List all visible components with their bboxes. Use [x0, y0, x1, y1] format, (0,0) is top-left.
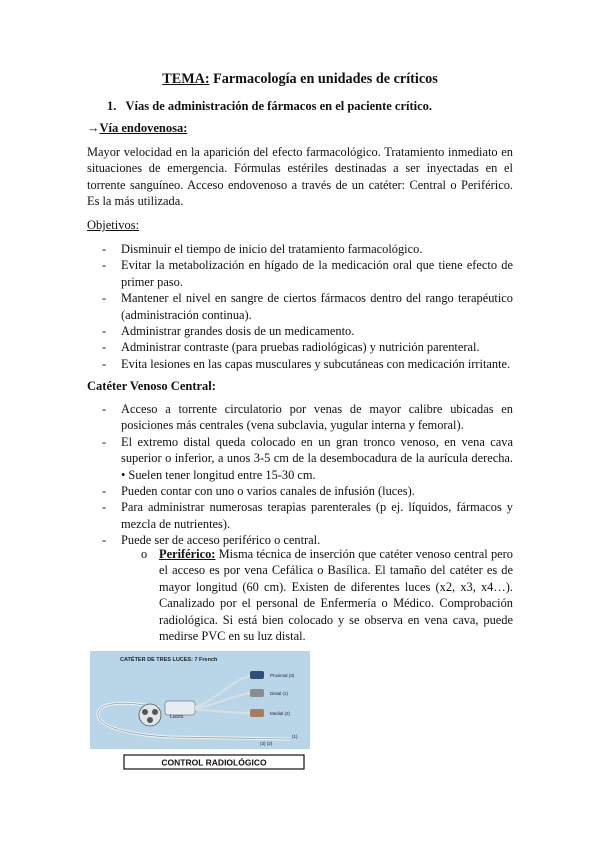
objetivos-heading: Objetivos: — [87, 218, 140, 232]
cvc-list — [87, 401, 513, 549]
catheter-figure — [90, 651, 310, 771]
list-item: - Evita lesiones en las capas musculares y subcutáneas con medicación irritante. — [102, 356, 511, 371]
figure-background — [90, 651, 310, 749]
title-prefix: TEMA: — [162, 71, 210, 87]
list-item: - Administrar grandes dosis de un medicamento. — [102, 324, 355, 339]
periferico-item — [141, 546, 513, 644]
list-item: - Administrar contraste (para pruebas radiológicas) y nutrición parenteral. — [102, 340, 480, 355]
title-text: Farmacología en unidades de críticos — [209, 71, 438, 87]
list-item: - Puede ser de acceso periférico o central. — [102, 533, 321, 548]
figure-caption: CATÉTER DE TRES LUCES: 7 French — [120, 657, 218, 663]
list-item: - Acceso a torrente circulatorio por venas de mayor calibre ubicadas en posiciones más centrales (vena subclavia, yugular interna y femoral). — [102, 402, 513, 433]
section-heading — [107, 99, 432, 114]
medial-connector — [250, 709, 264, 717]
section-number: 1. — [107, 99, 117, 113]
proximal-connector — [250, 671, 264, 679]
tip-label: (1) — [292, 734, 298, 739]
section-text: Vías de administración de fármacos en el paciente crítico. — [125, 99, 433, 113]
proximal-label: Proximal (3) — [270, 673, 295, 678]
intro-paragraph: Mayor velocidad en la aparición del efecto farmacológico. Tratamiento inmediato en situaciones de emergencia. Fórmulas estériles destinadas a ser inyectadas en el torrente sanguíneo. Acceso endovenoso a través de un catéter: Central o Periférico. Es la más utilizada. — [87, 145, 513, 209]
medial-label: Medial (2) — [270, 711, 291, 716]
distal-connector — [250, 689, 264, 697]
via-heading — [87, 121, 187, 136]
list-item: - El extremo distal queda colocado en un gran tronco venoso, en vena cava superior o inferior, a unos 3-5 cm de la desembocadura de la aurícula derecha. • Suelen tener longitud entre 15-30 cm. — [102, 434, 513, 482]
via-label: Vía endovenosa: — [99, 121, 188, 135]
list-item: - Para administrar numerosas terapias parenterales (p ej. líquidos, fármacos y mezcla de nutrientes). — [102, 500, 513, 531]
lumen-numbers: (3) (2) — [260, 741, 273, 746]
bullet-marker: o — [141, 547, 148, 561]
periferico-heading: Periférico: — [159, 547, 216, 561]
list-item: - Mantener el nivel en sangre de ciertos fármacos dentro del rango terapéutico (administración continua). — [102, 291, 513, 322]
list-item: - Evitar la metabolización en hígado de la medicación oral que tiene efecto de primer paso. — [102, 258, 513, 289]
luces-label: Luces — [170, 714, 184, 720]
periferico-text: Misma técnica de inserción que catéter venoso central pero el acceso es por vena Cefálica o Basílica. El tamaño del catéter es de mayor longitud (60 cm). Existen de diferentes luces (x2, x3, x4…). Canalizado por el personal de Enfermería o Médico. Comprobación radiológica. Si está bien colocado y se observa en vena cava, puede medirse PVC en su luz distal. — [159, 547, 513, 644]
banner-text: CONTROL RADIOLÓGICO — [161, 757, 267, 768]
list-item: - Pueden contar con uno o varios canales de infusión (luces). — [102, 484, 415, 499]
objetivos-list — [87, 241, 513, 372]
page-title — [0, 71, 600, 88]
catheter-hub — [165, 701, 195, 715]
distal-label: Distal (1) — [270, 691, 289, 696]
arrow-icon: → — [87, 121, 100, 135]
cvc-heading: Catéter Venoso Central: — [87, 379, 216, 393]
list-item: - Disminuir el tiempo de inicio del tratamiento farmacológico. — [102, 242, 423, 256]
